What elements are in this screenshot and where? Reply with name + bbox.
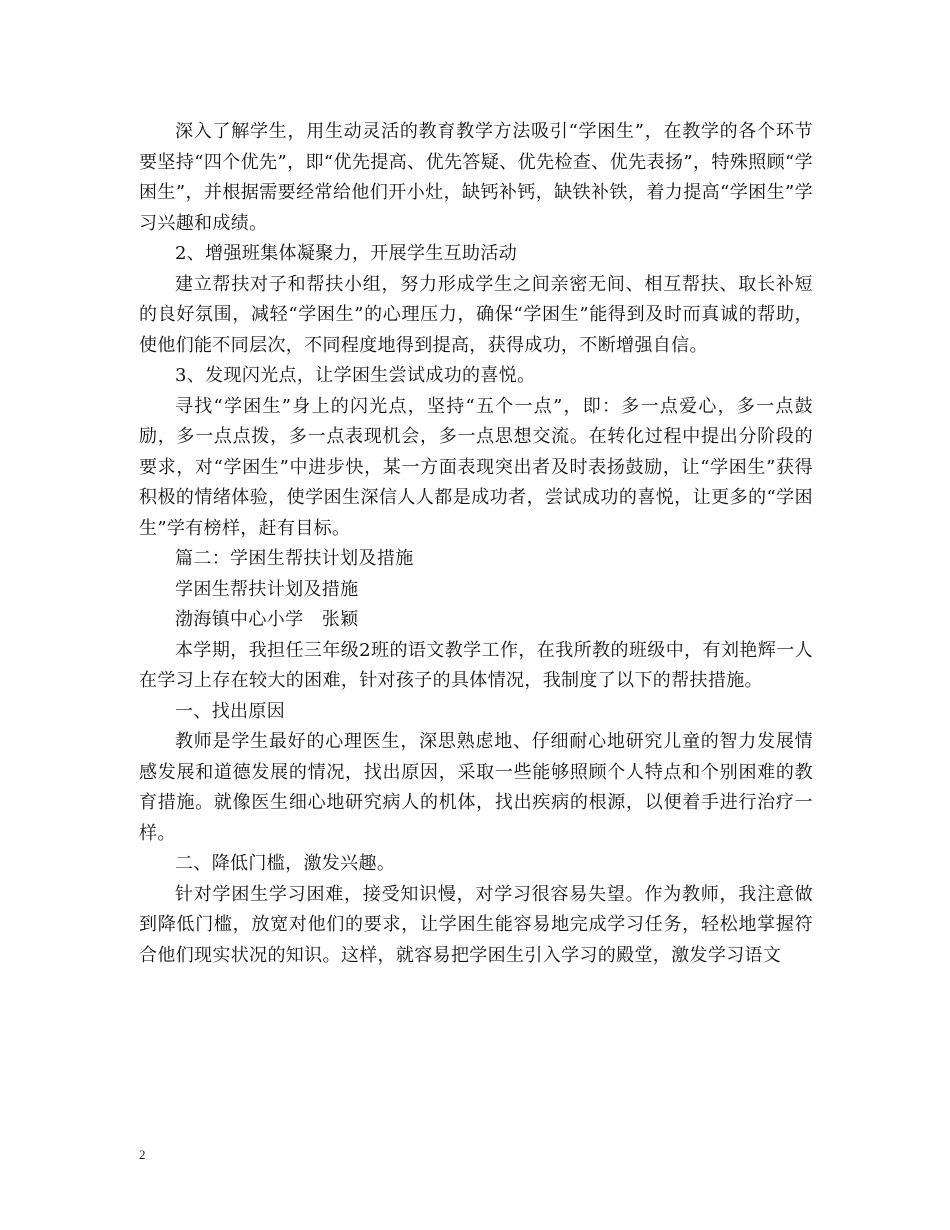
- page-number: 2: [139, 1147, 146, 1162]
- paragraph-9: 本学期，我担任三年级2班的语文教学工作，在我所教的班级中，有刘艳辉一人在学习上存在较大的困难，针对孩子的具体情况，我制度了以下的帮扶措施。: [139, 639, 813, 691]
- heading-3-highlights: 3、发现闪光点，让学困生尝试成功的喜悦。: [175, 365, 536, 386]
- document-body: [139, 117, 813, 971]
- author-line: 渤海镇中心小学 张颖: [175, 609, 359, 630]
- heading-2-cohesion: 2、增强班集体凝聚力，开展学生互助活动: [175, 243, 518, 264]
- section-heading-part-two: 篇二：学困生帮扶计划及措施: [175, 548, 414, 569]
- heading-lower-threshold: 二、降低门槛，激发兴趣。: [175, 853, 396, 874]
- paragraph-3: 建立帮扶对子和帮扶小组，努力形成学生之间亲密无间、相互帮扶、取长补短的良好氛围，减轻“学困生”的心理压力，确保“学困生”能得到及时而真诚的帮助，使他们能不同层次，不同程度地得到提高，获得成功，不断增强自信。: [139, 273, 813, 356]
- document-title: 学困生帮扶计划及措施: [175, 578, 359, 600]
- heading-find-causes: 一、找出原因: [175, 700, 286, 722]
- paragraph-5: 寻找“学困生”身上的闪光点，坚持“五个一点”，即：多一点爱心，多一点鼓励，多一点点拨，多一点表现机会，多一点思想交流。在转化过程中提出分阶段的要求，对“学困生”中进步快，某一方面表现突出者及时表扬鼓励，让“学困生”获得积极的情绪体验，使学困生深信人人都是成功者，尝试成功的喜悦，让更多的“学困生”学有榜样，赶有目标。: [139, 395, 813, 539]
- paragraph-13: 针对学困生学习困难，接受知识慢，对学习很容易失望。作为教师，我注意做到降低门槛，放宽对他们的要求，让学困生能容易地完成学习任务，轻松地掌握符合他们现实状况的知识。这样，就容易把学困生引入学习的殿堂，激发学习语文: [139, 883, 813, 966]
- paragraph-1: 深入了解学生，用生动灵活的教育教学方法吸引“学困生”，在教学的各个环节要坚持“四个优先”，即“优先提高、优先答疑、优先检查、优先表扬”，特殊照顾“学困生”，并根据需要经常给他们开小灶，缺钙补钙，缺铁补铁，着力提高“学困生”学习兴趣和成绩。: [139, 121, 813, 234]
- paragraph-11: 教师是学生最好的心理医生，深思熟虑地、仔细耐心地研究儿童的智力发展情感发展和道德发展的情况，找出原因，采取一些能够照顾个人特点和个别困难的教育措施。就像医生细心地研究病人的机体，找出疾病的根源，以便着手进行治疗一样。: [139, 731, 813, 844]
